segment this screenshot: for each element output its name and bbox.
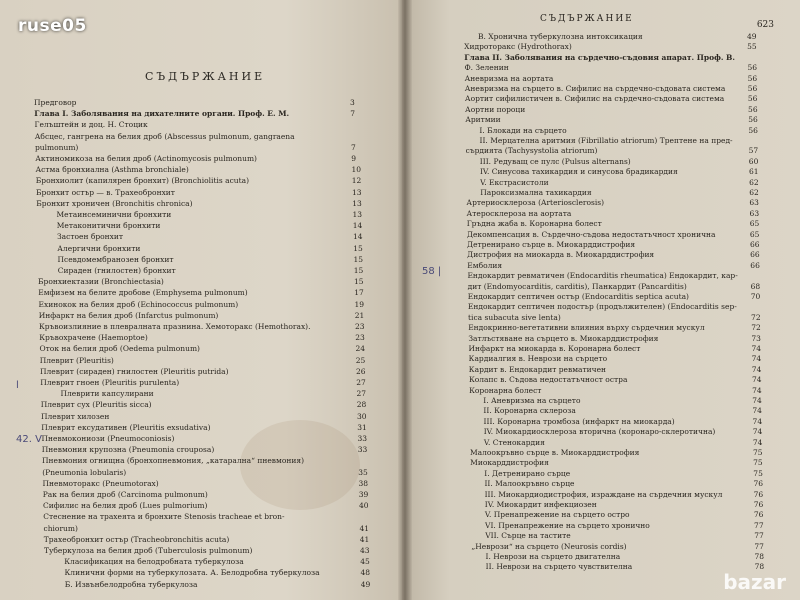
toc-entry-text: III. Коронарна тромбоза (инфаркт на миокарда) xyxy=(483,416,675,426)
toc-entry-text: Плеврити капсулирани xyxy=(60,389,154,399)
toc-entry xyxy=(36,188,175,197)
toc-entry-text: Плеврит ексудативен (Pleuritis exsudativa) xyxy=(41,422,211,432)
toc-entry xyxy=(471,542,626,551)
toc-entry xyxy=(43,479,159,488)
toc-page-number: 76 xyxy=(753,510,764,520)
toc-entry-text: Ендокринно-вегетативни влияния върху сърдечния мускул xyxy=(468,323,705,333)
toc-entry xyxy=(39,311,219,320)
toc-entry-text: IV. Миокардиосклероза вторична (коронаро-склеротична) xyxy=(483,427,716,437)
toc-page-number: 23 xyxy=(355,333,365,343)
toc-page-number: 76 xyxy=(753,479,763,489)
toc-entry-text: tica subacuta sive lenta) xyxy=(468,312,561,322)
toc-page-number: 74 xyxy=(752,396,762,405)
toc-entry-text: Сираден (гнилостен) бронхит xyxy=(57,266,176,275)
toc-entry xyxy=(486,552,621,561)
toc-entry-text: II. Малоокръвно сърце xyxy=(484,479,575,489)
toc-entry xyxy=(35,143,78,152)
toc-entry xyxy=(466,146,598,155)
toc-page-number: 17 xyxy=(354,288,364,298)
toc-entry xyxy=(467,240,635,249)
toc-entry xyxy=(57,244,140,253)
toc-entry xyxy=(40,367,229,376)
toc-entry-text: Колапс в. Съдова недостатъчност остра xyxy=(468,375,628,385)
toc-entry xyxy=(35,154,257,163)
toc-entry xyxy=(480,167,678,176)
chapter-heading xyxy=(34,109,289,118)
toc-entry xyxy=(65,568,320,577)
page-number: 623 xyxy=(756,20,774,30)
toc-page-number: 41 xyxy=(359,534,370,544)
toc-entry-text: III. Редуващ се пулс (Pulsus alternans) xyxy=(479,156,631,166)
toc-entry-text: Артериосклероза (Arteriosclerosis) xyxy=(466,198,605,208)
toc-entry xyxy=(39,333,148,342)
toc-entry-text: Пневмония крупозна (Pneumonia crouposa) xyxy=(41,445,215,455)
toc-page-number: 15 xyxy=(354,277,364,287)
toc-entry-text: Псевдомембранозен бронхит xyxy=(57,254,174,264)
toc-entry-text: Застоен бронхит xyxy=(57,232,124,242)
toc-entry-text: Б. Извънбелодробна туберкулоза xyxy=(64,579,198,589)
toc-entry-text: Пневмония огнищна (бронхопневмония, „катарална“ пневмония) xyxy=(42,456,304,466)
toc-entry xyxy=(479,126,566,135)
toc-entry-text: Дистрофия на миокарда в. Миокарддистрофия xyxy=(467,250,655,260)
toc-entry xyxy=(42,434,175,443)
toc-entry-text: Бронхит остър — в. Трахеобронхит xyxy=(36,187,175,197)
toc-entry xyxy=(485,490,723,499)
toc-page-number: 9 xyxy=(351,154,357,163)
toc-entry xyxy=(468,323,704,332)
toc-page-number: 15 xyxy=(353,266,364,275)
toc-page-number: 76 xyxy=(753,489,764,499)
toc-entry-text: Ехинокок на белия дроб (Echinococcus pulmonum) xyxy=(38,299,239,309)
toc-page-number: 66 xyxy=(750,260,760,270)
toc-entry-text: VI. Пренапрежение на сърцето хронично xyxy=(485,520,650,530)
toc-page-number: 48 xyxy=(360,568,371,578)
toc-entry xyxy=(465,115,500,124)
toc-entry xyxy=(467,250,654,259)
toc-entry xyxy=(485,500,597,509)
toc-entry xyxy=(42,445,215,454)
toc-page-number: 68 xyxy=(750,281,761,291)
toc-page-number: 41 xyxy=(359,523,370,533)
toc-page-number: 61 xyxy=(748,167,759,177)
toc-entry-text: II. Мерцателна аритмия (Fibrillatio atriorum) Трептене на пред- xyxy=(479,136,733,145)
toc-entry-text: Хидроторакс (Hydrothorax) xyxy=(464,42,572,52)
toc-page-number: 63 xyxy=(749,208,760,218)
toc-page-number: 74 xyxy=(752,385,762,395)
toc-entry xyxy=(44,546,252,555)
toc-page-number: 63 xyxy=(749,198,759,208)
toc-page-number: 60 xyxy=(748,156,759,166)
toc-entry xyxy=(44,524,78,533)
toc-entry xyxy=(57,210,172,219)
toc-page-number: 70 xyxy=(750,292,761,301)
handwritten-note: l xyxy=(16,380,19,391)
toc-entry-text: I. Аневризма на сърцето xyxy=(483,396,581,405)
brand-mark: bazar xyxy=(723,570,786,594)
toc-page-number: 40 xyxy=(359,501,369,511)
toc-entry xyxy=(57,232,123,241)
toc-entry-text: Ендокардит ревматичен (Endocarditis rheumatica) Ендокардит, кар- xyxy=(467,271,738,281)
toc-entry-text: Инфаркт на миокарда в. Коронарна болест xyxy=(468,344,641,353)
toc-page-number: 10 xyxy=(351,165,362,175)
toc-page-number: 74 xyxy=(752,437,763,447)
toc-entry-text: Емфизем на белите дробове (Emphysema pulmonum) xyxy=(38,288,248,298)
toc-entry xyxy=(469,386,541,395)
toc-entry-text: Гръдна жаба в. Коронарна болест xyxy=(466,219,602,229)
toc-entry xyxy=(43,512,284,521)
toc-entry xyxy=(39,300,239,309)
toc-entry-text: Детренирано сърце в. Миокарддистрофия xyxy=(467,240,636,249)
toc-entry-text: II. Неврози на сърцето чувствителна xyxy=(485,562,633,572)
toc-entry-text: Абсцес, гангрена на белия дроб (Abscessus pulmonum, gangraena xyxy=(34,131,295,141)
toc-entry xyxy=(38,277,164,286)
toc-entry xyxy=(40,378,179,387)
toc-entry xyxy=(478,32,643,41)
toc-entry xyxy=(58,266,176,275)
toc-entry-text: VII. Сърце на тастите xyxy=(485,531,571,541)
toc-entry-text: Предговор xyxy=(34,98,77,107)
toc-entry-text: Аритмии xyxy=(465,115,501,125)
toc-page-number: 3 xyxy=(350,98,355,107)
toc-page-number: 13 xyxy=(352,187,362,197)
toc-entry-text: Кръвоизлияние в плевралната празнина. Хемоторакс (Hemothorax). xyxy=(39,322,311,331)
toc-entry xyxy=(41,400,152,409)
toc-page-number: 38 xyxy=(358,478,369,488)
toc-page-number: 77 xyxy=(754,541,764,551)
toc-entry xyxy=(484,469,570,478)
toc-page-number: 33 xyxy=(357,445,368,455)
toc-page-number: 73 xyxy=(751,333,761,343)
toc-entry xyxy=(484,438,545,447)
toc-page-number: 56 xyxy=(747,63,757,73)
toc-entry xyxy=(485,521,650,530)
toc-entry-text: I. Неврози на сърцето двигателна xyxy=(485,552,621,561)
toc-entry-text: (Pneumonia lobularis) xyxy=(42,467,127,477)
toc-entry-text: Ендокардит септичен остър (Endocarditis septica acuta) xyxy=(467,292,689,301)
toc-entry xyxy=(468,334,658,343)
toc-entry xyxy=(468,292,689,301)
toc-page-number: 74 xyxy=(752,416,763,426)
toc-entry xyxy=(61,389,154,398)
toc-entry-text: Плеврит (сираден) гнилостен (Pleuritis putrida) xyxy=(40,366,229,376)
toc-page-number: 74 xyxy=(752,406,762,416)
toc-entry xyxy=(467,230,716,239)
toc-entry xyxy=(36,165,189,174)
toc-page-number: 33 xyxy=(357,434,368,443)
toc-entry xyxy=(485,531,570,540)
toc-entry xyxy=(35,132,295,141)
toc-entry-text: Аневризма на аортата xyxy=(464,73,554,83)
toc-entry-text: Емболия xyxy=(467,260,503,270)
toc-entry-text: Коронарна болест xyxy=(469,385,542,395)
toc-entry xyxy=(467,219,602,228)
toc-page-number: 15 xyxy=(353,243,363,253)
toc-page-number: 72 xyxy=(751,312,761,322)
toc-entry-text: Плеврит гноен (Pleuritis purulenta) xyxy=(40,378,180,387)
toc-page-number: 55 xyxy=(747,42,757,52)
toc-page-number: 74 xyxy=(752,427,763,437)
chapter-heading xyxy=(464,53,735,62)
toc-entry-text: V. Пренапрежение на сърцето остро xyxy=(484,510,630,520)
toc-page-number: 14 xyxy=(352,221,363,231)
toc-page-number: 45 xyxy=(360,557,370,567)
toc-entry-text: Малоокръвно сърце в. Миокарддистрофия xyxy=(470,448,640,457)
toc-entry-text: pulmonum) xyxy=(35,142,79,152)
toc-entry xyxy=(40,356,114,365)
toc-page-number: 56 xyxy=(747,94,758,104)
toc-entry xyxy=(464,42,572,51)
toc-page-number: 24 xyxy=(355,344,366,354)
toc-entry xyxy=(65,580,198,589)
toc-entry xyxy=(480,188,591,197)
toc-entry-text: Пароксизмална тахикардия xyxy=(480,188,592,197)
toc-entry-text: Кардит в. Ендокардит ревматичен xyxy=(468,364,607,374)
toc-entry xyxy=(467,261,502,270)
watermark: ruse05 xyxy=(18,16,87,36)
toc-page-number: 19 xyxy=(354,299,365,309)
toc-entry-text: Оток на белия дроб (Oedema pulmonum) xyxy=(39,344,200,354)
toc-entry-text: Ендокардит септичен подостър (продължителен) (Endocarditis sep- xyxy=(467,302,737,312)
toc-page-number: 75 xyxy=(753,448,763,457)
toc-entry xyxy=(465,105,525,114)
toc-entry xyxy=(465,84,726,93)
toc-entry-text: Аортит сифилистичен в. Сифилис на сърдечно-съдовата система xyxy=(464,94,725,104)
toc-entry xyxy=(43,490,208,499)
toc-entry xyxy=(38,288,247,297)
toc-page-number: 74 xyxy=(751,344,762,353)
toc-entry xyxy=(469,354,608,363)
toc-entry xyxy=(57,221,161,230)
toc-entry xyxy=(468,313,561,322)
toc-entry xyxy=(42,456,304,465)
toc-entry-text: V. Екстрасистоли xyxy=(480,177,549,187)
toc-entry xyxy=(484,417,675,426)
toc-page-number: 31 xyxy=(357,422,367,432)
toc-page-number: 77 xyxy=(754,520,764,530)
toc-entry-text: Затлъстяване на сърцето в. Миокарддистрофия xyxy=(468,333,659,343)
toc-entry xyxy=(35,120,148,129)
toc-entry-text: Астма бронхиална (Asthma bronchiale) xyxy=(35,165,189,175)
toc-page-number: 74 xyxy=(751,354,762,364)
toc-entry-text: сърдията (Tachysystolia atriorum) xyxy=(465,146,598,156)
toc-page-number: 25 xyxy=(355,355,366,365)
toc-page-number: 21 xyxy=(354,310,365,320)
toc-entry xyxy=(41,423,210,432)
toc-title: СЪДЪРЖАНИЕ xyxy=(145,70,266,83)
toc-entry-text: Алергични бронхити xyxy=(57,243,141,253)
toc-entry-text: Метаконитични бронхити xyxy=(56,221,161,231)
toc-entry-text: Аортни пороци xyxy=(465,104,526,114)
toc-entry xyxy=(480,157,631,166)
toc-page-number: 43 xyxy=(360,546,370,555)
toc-entry xyxy=(469,365,606,374)
toc-page-number: 75 xyxy=(753,458,763,468)
toc-entry-text: Декомпенсация в. Сърдечно-съдова недостатъчност хронична xyxy=(466,229,716,239)
book-gutter xyxy=(398,0,412,600)
toc-entry-text: I. Детренирано сърце xyxy=(484,468,571,478)
toc-page-number: 76 xyxy=(753,500,764,509)
toc-page-number: 39 xyxy=(358,490,369,499)
toc-entry-text: Актиномикоза на белия дроб (Actinomycosis pulmonum) xyxy=(35,154,257,163)
toc-page-number: 75 xyxy=(753,468,763,478)
toc-page-number: 27 xyxy=(356,378,366,387)
toc-entry xyxy=(483,396,580,405)
toc-page-number: 27 xyxy=(356,389,367,399)
toc-entry xyxy=(42,468,126,477)
toc-page-number: 13 xyxy=(352,210,363,219)
toc-page-number: 57 xyxy=(748,146,759,156)
toc-page-number: 74 xyxy=(751,375,762,385)
toc-entry-text: Пневмоторакс (Pneumotorax) xyxy=(42,478,159,488)
toc-entry xyxy=(470,458,549,467)
toc-page-number: 56 xyxy=(747,73,758,83)
toc-entry xyxy=(484,479,574,488)
toc-page-number: 49 xyxy=(747,32,757,41)
toc-page-number: 28 xyxy=(356,400,367,410)
toc-entry xyxy=(34,98,76,107)
toc-page-number: 12 xyxy=(351,176,362,186)
toc-entry-text: дит (Endomyocarditis, carditis), Панкардит (Pancarditis) xyxy=(467,281,687,291)
toc-entry xyxy=(469,375,628,384)
toc-entry-text: I. Блокади на сърцето xyxy=(479,125,567,135)
toc-entry-text: Класификация на белодробната туберкулоза xyxy=(64,557,244,567)
toc-entry xyxy=(36,199,192,208)
toc-entry-text: Метаинсеминични бронхити xyxy=(56,210,172,219)
toc-entry-text: Миокарддистрофия xyxy=(470,458,549,468)
toc-entry-text: V. Стенокардия xyxy=(483,437,545,447)
toc-page-number: 66 xyxy=(750,250,760,260)
toc-page-number: 65 xyxy=(749,219,760,229)
toc-page-number: 78 xyxy=(754,562,765,572)
toc-entry-text: Атеросклероза на аортата xyxy=(466,208,572,218)
toc-entry xyxy=(483,406,575,415)
toc-page-number: 62 xyxy=(749,177,759,187)
toc-entry-text: Плеврит хилозен xyxy=(41,411,110,421)
toc-entry-text: Плеврит (Pleuritis) xyxy=(39,355,114,365)
toc-entry-text: Бронхиолит (капилярен бронхит) (Bronchiolitis acuta) xyxy=(35,176,250,186)
toc-page-number: 66 xyxy=(750,240,760,249)
toc-entry-text: Бронхит хроничен (Bronchitis chronica) xyxy=(36,198,193,208)
toc-entry-text: Аневризма на сърцето в. Сифилис на сърдечно-съдовата система xyxy=(464,84,726,93)
toc-entry-text: Глава II. Заболявания на сърдечно-съдовия апарат. Проф. В. xyxy=(464,52,736,62)
toc-entry xyxy=(40,344,200,353)
toc-entry xyxy=(465,74,554,83)
toc-entry xyxy=(36,176,249,185)
toc-entry-text: В. Хронична туберкулозна интоксикация xyxy=(478,32,643,41)
toc-entry xyxy=(480,136,733,145)
toc-entry xyxy=(468,302,737,311)
toc-page-number: 23 xyxy=(355,322,365,331)
toc-entry xyxy=(64,557,243,566)
toc-entry xyxy=(464,63,508,72)
toc-page-number: 49 xyxy=(360,579,371,589)
toc-page-number: 7 xyxy=(350,109,356,119)
toc-page-number: 72 xyxy=(751,323,761,333)
handwritten-note: 42. V xyxy=(16,434,42,445)
toc-entry-text: Кардиалгия в. Неврози на сърцето xyxy=(468,354,608,364)
toc-page-number: 13 xyxy=(352,198,362,208)
toc-entry-text: Глава I. Заболявания на дихателните органи. Проф. Е. М. xyxy=(34,109,290,119)
toc-page-number: 30 xyxy=(357,411,367,421)
toc-entry-text: III. Миокардиодистрофия, израждане на сърдечния мускул xyxy=(484,489,723,499)
toc-page-number: 56 xyxy=(748,104,758,114)
toc-entry xyxy=(484,427,716,436)
toc-entry-text: IV. Синусова тахикардия и синусова брадикардия xyxy=(479,167,678,177)
toc-entry-text: Трахеобронхит остър (Tracheobronchitis acuta) xyxy=(43,534,230,544)
toc-entry-text: „Неврози“ на сърцето (Neurosis cordis) xyxy=(471,541,627,551)
toc-page-number: 15 xyxy=(353,254,364,264)
toc-entry-text: Туберкулоза на белия дроб (Tuberculosis pulmonum) xyxy=(44,546,253,555)
toc-page-number: 74 xyxy=(751,364,762,374)
toc-entry-text: II. Коронарна склероза xyxy=(483,406,576,416)
toc-page-number: 65 xyxy=(749,229,760,239)
toc-entry xyxy=(465,94,724,103)
toc-entry xyxy=(44,535,230,544)
toc-entry-text: Инфаркт на белия дроб (Infarctus pulmonum) xyxy=(38,310,219,320)
toc-entry xyxy=(469,344,641,353)
toc-entry xyxy=(43,501,207,510)
toc-entry xyxy=(470,448,639,457)
toc-entry-text: Бронхиектазии (Bronchiectasia) xyxy=(38,277,164,287)
toc-entry-text: chiorum) xyxy=(43,523,78,533)
toc-page-number: 56 xyxy=(747,84,758,93)
toc-entry xyxy=(485,510,630,519)
toc-page-number: 26 xyxy=(356,366,366,376)
toc-entry-text: Рак на белия дроб (Carcinoma pulmonum) xyxy=(42,490,208,499)
toc-entry-text: Кръвохрачене (Haemoptoe) xyxy=(39,333,148,343)
toc-entry xyxy=(41,412,109,421)
toc-entry-text: IV. Миокардит инфекциозен xyxy=(484,500,597,509)
toc-page-number: 14 xyxy=(353,232,363,242)
toc-page-number: 56 xyxy=(748,125,758,135)
toc-entry xyxy=(467,271,737,280)
toc-entry xyxy=(466,198,604,207)
toc-entry xyxy=(39,322,310,331)
toc-entry-text: Плеврит сух (Pleuritis sicca) xyxy=(40,400,152,410)
toc-page-number: 62 xyxy=(749,188,759,197)
running-head: СЪДЪРЖАНИЕ xyxy=(540,14,634,24)
toc-page-number: 78 xyxy=(754,552,765,561)
toc-entry-text: Клинични форми на туберкулозата. А. Белодробна туберкулоза xyxy=(64,568,320,578)
right-page xyxy=(402,0,800,600)
toc-entry xyxy=(468,282,687,291)
toc-entry xyxy=(480,178,549,187)
toc-page-number: 35 xyxy=(358,467,368,477)
toc-entry-text: Ф. Зеленин xyxy=(464,63,509,73)
handwritten-note: 58 | xyxy=(422,266,442,277)
toc-entry-text: Гелъштейн и доц. Н. Стоцик xyxy=(34,120,148,130)
toc-entry-text: Стеснение на трахеята и бронхите Stenosis tracheae et bron- xyxy=(43,512,285,522)
toc-entry xyxy=(467,209,572,218)
toc-entry-text: Пневмокониози (Pneumoconiosis) xyxy=(41,434,175,443)
toc-entry xyxy=(486,562,633,571)
toc-page-number: 56 xyxy=(748,115,758,125)
toc-entry-text: Сифилис на белия дроб (Lues pulmorium) xyxy=(43,501,208,511)
toc-page-number: 77 xyxy=(754,531,764,541)
toc-page-number: 7 xyxy=(351,142,356,152)
toc-entry xyxy=(58,255,174,264)
